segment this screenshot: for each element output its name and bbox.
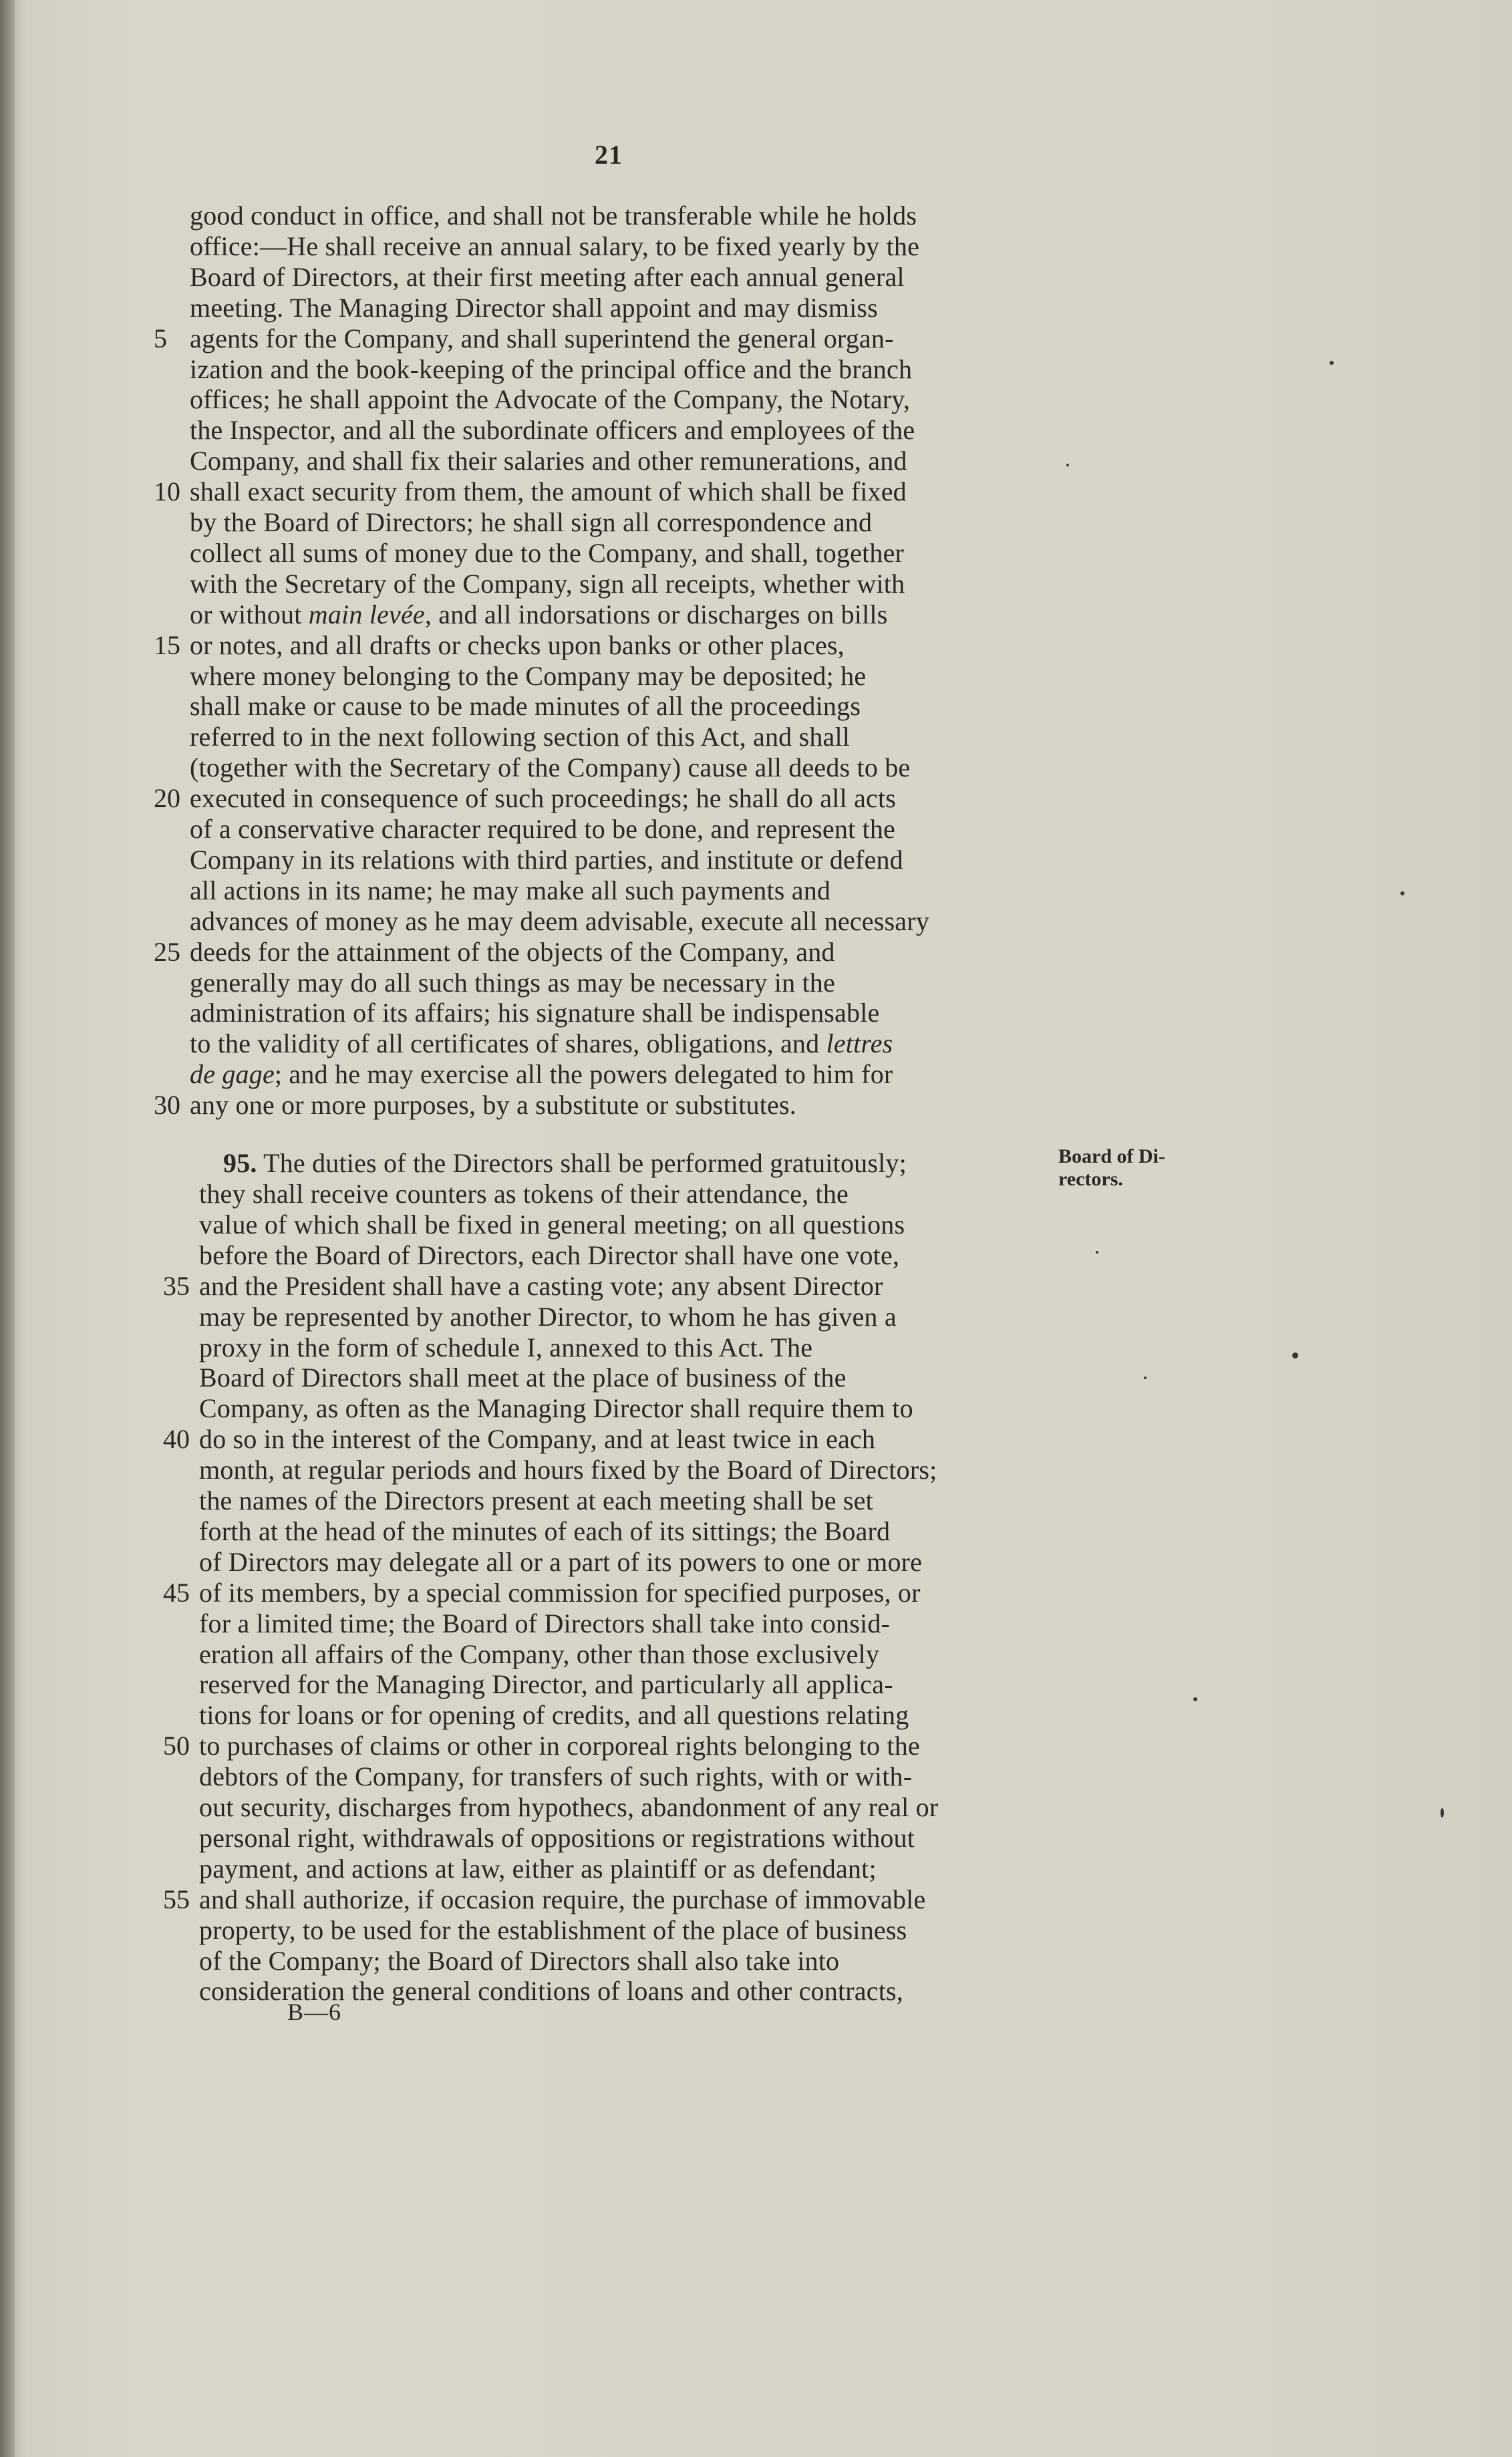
paragraph-1-line: to the validity of all certificates of shares, obligations, and lettres <box>190 1028 893 1059</box>
paragraph-1-line: by the Board of Directors; he shall sign all correspondence and <box>190 507 873 537</box>
section-number: 95. <box>223 1148 257 1178</box>
paragraph-1-line: deeds for the attainment of the objects of the Company, and <box>190 936 835 967</box>
line-number: 15 <box>154 629 180 660</box>
section-95-line: and the President shall have a casting vote; any absent Director <box>199 1270 883 1301</box>
line-number: 35 <box>163 1270 190 1301</box>
page-number: 21 <box>595 140 623 170</box>
paragraph-1-line: executed in consequence of such proceedings; he shall do all acts <box>190 783 897 814</box>
section-95-line: payment, and actions at law, either as plaintiff or as defendant; <box>199 1853 877 1884</box>
paragraph-1-line: Company, and shall fix their salaries and other remunerations, and <box>190 446 907 476</box>
paragraph-1-line: administration of its affairs; his signature shall be indispensable <box>190 998 880 1028</box>
line-number: 5 <box>154 323 167 353</box>
section-95-line: the names of the Directors present at each meeting shall be set <box>199 1485 873 1515</box>
margin-note-board-of-directors: Board of Di- rectors. <box>1058 1145 1165 1190</box>
section-95-line: may be represented by another Director, to whom he has given a <box>199 1301 897 1332</box>
paragraph-1-line: referred to in the next following section of this Act, and shall <box>190 722 851 752</box>
section-95-line: forth at the head of the minutes of each of its sittings; the Board <box>199 1515 891 1546</box>
paragraph-1-line: the Inspector, and all the subordinate officers and employees of the <box>190 415 915 446</box>
section-95-line: and shall authorize, if occasion require, the purchase of immovable <box>199 1884 926 1914</box>
line-number: 45 <box>163 1577 190 1608</box>
section-95-line: Board of Directors shall meet at the place of business of the <box>199 1362 847 1393</box>
line-number: 30 <box>154 1090 180 1121</box>
section-95-line: consideration the general conditions of loans and other contracts, <box>199 1976 903 2007</box>
section-95-line: debtors of the Company, for transfers of such rights, with or with- <box>199 1761 913 1792</box>
line-number: 55 <box>163 1884 190 1914</box>
section-95-line: property, to be used for the establishment of the place of business <box>199 1914 907 1945</box>
line-number: 40 <box>163 1424 190 1455</box>
line-number: 25 <box>154 936 180 967</box>
paragraph-1-line: shall make or cause to be made minutes of all the proceedings <box>190 691 861 722</box>
section-95-first-text: The duties of the Directors shall be performed gratuitously; <box>263 1148 907 1178</box>
paper-speck <box>1292 1352 1298 1358</box>
section-95-line: for a limited time; the Board of Directors shall take into consid- <box>199 1608 891 1638</box>
section-95-line: they shall receive counters as tokens of their attendance, the <box>199 1179 849 1209</box>
paragraph-1-line: (together with the Secretary of the Company) cause all deeds to be <box>190 752 911 783</box>
paragraph-1-line: shall exact security from them, the amount of which shall be fixed <box>190 476 907 507</box>
line-number: 50 <box>163 1731 190 1761</box>
section-95-line: of Directors may delegate all or a part of its powers to one or more <box>199 1546 923 1577</box>
paragraph-1-line: agents for the Company, and shall superintend the general organ- <box>190 323 894 353</box>
paragraph-1-line: or notes, and all drafts or checks upon banks or other places, <box>190 629 845 660</box>
paragraph-1-line: of a conservative character required to be done, and represent the <box>190 814 896 844</box>
section-95-line: tions for loans or for opening of credits, and all questions relating <box>199 1700 909 1731</box>
paragraph-1-line: Company in its relations with third parties, and institute or defend <box>190 844 903 875</box>
page-binding-edge <box>0 0 15 2457</box>
section-95-line: Company, as often as the Managing Director shall require them to <box>199 1393 913 1424</box>
paragraph-1-line: meeting. The Managing Director shall appoint and may dismiss <box>190 292 878 323</box>
paragraph-1-line: with the Secretary of the Company, sign all receipts, whether with <box>190 568 905 599</box>
line-number: 20 <box>154 783 180 814</box>
paragraph-1-line: collect all sums of money due to the Company, and shall, together <box>190 537 905 568</box>
section-95-line: proxy in the form of schedule I, annexed to this Act. The <box>199 1332 813 1362</box>
section-95-line: month, at regular periods and hours fixed by the Board of Directors; <box>199 1455 937 1485</box>
paragraph-1-line: where money belonging to the Company may be deposited; he <box>190 660 867 691</box>
section-95-line: do so in the interest of the Company, and at least twice in each <box>199 1424 876 1455</box>
line-number: 10 <box>154 476 180 507</box>
section-95-line: reserved for the Managing Director, and particularly all applica- <box>199 1669 893 1700</box>
section-95-line: before the Board of Directors, each Director shall have one vote, <box>199 1240 900 1270</box>
paper-speck <box>1441 1808 1444 1818</box>
italic-phrase: main levée <box>308 599 425 629</box>
section-95-line: personal right, withdrawals of oppositions or registrations without <box>199 1822 915 1853</box>
paper-speck <box>1066 464 1069 466</box>
paper-speck <box>1400 891 1404 895</box>
paragraph-1-line: all actions in its name; he may make all such payments and <box>190 875 831 905</box>
paragraph-1-line: advances of money as he may deem advisable, execute all necessary <box>190 905 929 936</box>
paragraph-1-line: or without main levée, and all indorsations or discharges on bills <box>190 599 888 629</box>
paper-speck <box>1330 361 1334 365</box>
paper-speck <box>1144 1377 1147 1379</box>
paragraph-1-line: offices; he shall appoint the Advocate of the Company, the Notary, <box>190 384 911 415</box>
section-95-line: to purchases of claims or other in corporeal rights belonging to the <box>199 1731 920 1761</box>
paragraph-1-line: office:—He shall receive an annual salary, to be fixed yearly by the <box>190 231 920 261</box>
section-95-line: eration all affairs of the Company, other than those exclusively <box>199 1638 880 1669</box>
italic-phrase: lettres <box>826 1028 893 1059</box>
paragraph-1-line: ization and the book-keeping of the principal office and the branch <box>190 353 913 384</box>
paragraph-1-line: generally may do all such things as may be necessary in the <box>190 967 835 998</box>
paragraph-1-line: any one or more purposes, by a substitute or substitutes. <box>190 1090 796 1121</box>
section-95-first-line <box>223 1148 1085 1179</box>
paper-speck <box>1096 1251 1098 1254</box>
signature-mark: B—6 <box>287 1999 342 2025</box>
paragraph-1-line: de gage; and he may exercise all the powers delegated to him for <box>190 1059 893 1090</box>
paper-speck <box>1193 1697 1197 1701</box>
section-95-line: value of which shall be fixed in general meeting; on all questions <box>199 1209 905 1240</box>
section-95-line: of the Company; the Board of Directors shall also take into <box>199 1945 840 1976</box>
section-95-line: out security, discharges from hypothecs, abandonment of any real or <box>199 1792 939 1822</box>
italic-phrase: de gage <box>190 1059 275 1090</box>
paragraph-1-line: Board of Directors, at their first meeting after each annual general <box>190 261 905 292</box>
section-95-line: of its members, by a special commission for specified purposes, or <box>199 1577 921 1608</box>
paragraph-1-line: good conduct in office, and shall not be transferable while he holds <box>190 200 917 231</box>
